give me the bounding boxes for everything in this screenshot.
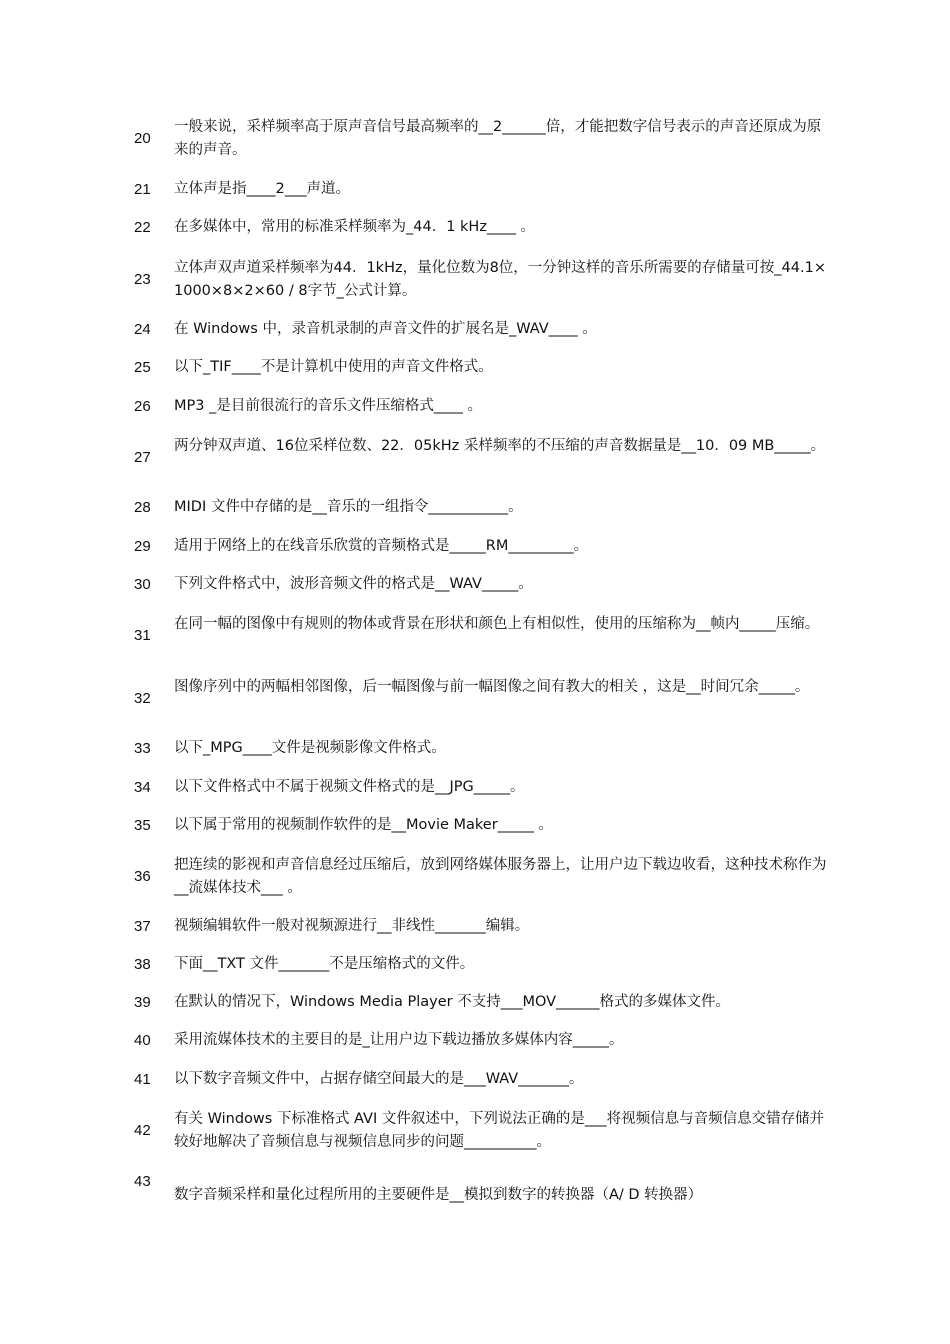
question-number: 28 [134,499,151,516]
question-number: 42 [134,1122,151,1139]
question-number: 21 [134,181,151,198]
question-text: 立体声双声道采样频率为44．1kHz，量化位数为8位，一分钟这样的音乐所需要的存储量可按_44.1×1000×8×2×60 / 8字节_公式计算。 [174,260,826,299]
question-number: 38 [134,956,151,973]
question-text: 在默认的情况下，Windows Media Player 不支持___MOV______格式的多媒体文件。 [174,994,731,1010]
question-number: 30 [134,576,151,593]
question-number: 35 [134,817,151,834]
question-number: 34 [134,779,151,796]
question-number: 31 [134,627,151,644]
question-text: 采用流媒体技术的主要目的是_让用户边下载边播放多媒体内容_____。 [174,1032,624,1048]
question-text: 以下_TIF____不是计算机中使用的声音文件格式。 [174,359,493,375]
question-text: 适用于网络上的在线音乐欣赏的音频格式是_____RM_________。 [174,538,589,554]
question-text: MP3 _是目前很流行的音乐文件压缩格式____ 。 [174,398,482,414]
question-text: 图像序列中的两幅相邻图像，后一幅图像与前一幅图像之间有教大的相关 ，这是__时间冗余_____。 [174,679,810,695]
question-text: MIDI 文件中存储的是__音乐的一组指令___________。 [174,499,523,515]
question-number: 20 [134,130,151,147]
question-text: 数字音频采样和量化过程所用的主要硬件是__模拟到数字的转换器（A/ D 转换器） [174,1187,703,1203]
question-text: 在多媒体中，常用的标准采样频率为_44．1 kHz____ 。 [174,219,536,235]
question-number: 22 [134,219,151,236]
question-text: 下列文件格式中，波形音频文件的格式是__WAV_____。 [174,576,533,592]
question-text: 有关 Windows 下标准格式 AVI 文件叙述中，下列说法正确的是___将视频信息与音频信息交错存储并较好地解决了音频信息与视频信息同步的问题__________。 [174,1111,825,1150]
question-number: 32 [134,690,151,707]
question-number: 39 [134,994,151,1011]
question-text: 把连续的影视和声音信息经过压缩后，放到网络媒体服务器上，让用户边下载边收看，这种技术称作为__流媒体技术___ 。 [174,857,827,896]
question-number: 33 [134,740,151,757]
question-text: 以下数字音频文件中，占据存储空间最大的是___WAV_______。 [174,1071,584,1087]
question-number: 41 [134,1071,151,1088]
question-text: 立体声是指____2___声道。 [174,181,350,197]
question-number: 36 [134,868,151,885]
question-number: 25 [134,359,151,376]
question-number: 23 [134,271,151,288]
question-text: 以下文件格式中不属于视频文件格式的是__JPG_____。 [174,779,525,795]
question-number: 43 [134,1173,151,1190]
question-text: 下面__TXT 文件_______不是压缩格式的文件。 [174,956,475,972]
question-text: 以下属于常用的视频制作软件的是__Movie Maker_____ 。 [174,817,554,833]
question-number: 40 [134,1032,151,1049]
question-text: 以下_MPG____文件是视频影像文件格式。 [174,740,446,756]
question-number: 24 [134,321,151,338]
question-text: 在 Windows 中，录音机录制的声音文件的扩展名是_WAV____ 。 [174,321,597,337]
question-number: 26 [134,398,151,415]
question-number: 37 [134,918,151,935]
question-number: 29 [134,538,151,555]
question-text: 在同一幅的图像中有规则的物体或背景在形状和颜色上有相似性，使用的压缩称为__帧内_____压缩。 [174,616,820,632]
question-text: 视频编辑软件一般对视频源进行__非线性_______编辑。 [174,918,530,934]
question-text: 一般来说，采样频率高于原声音信号最高频率的__2______倍，才能把数字信号表示的声音还原成为原来的声音。 [174,119,822,158]
question-number: 27 [134,449,151,466]
question-text: 两分钟双声道、16位采样位数、22．05kHz 采样频率的不压缩的声音数据量是__10．09 MB_____。 [174,438,826,454]
